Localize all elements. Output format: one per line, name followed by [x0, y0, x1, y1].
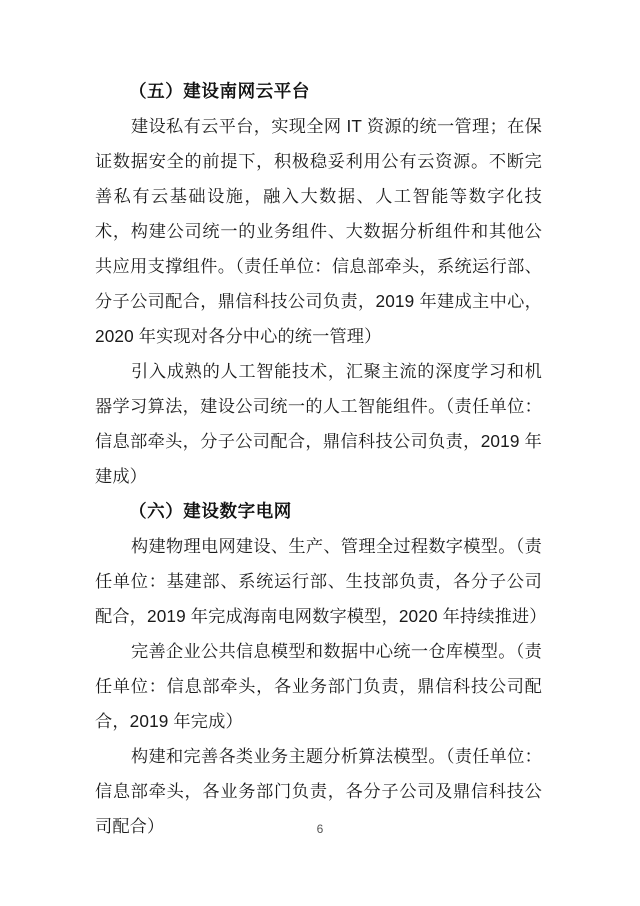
document-body [95, 74, 547, 844]
section-heading-six: （六）建设数字电网 [129, 501, 292, 521]
paragraph-cloud-platform: 建设私有云平台，实现全网 IT 资源的统一管理；在保证数据安全的前提下，积极稳妥利用公有云资源。不断完善私有云基础设施，融入大数据、人工智能等数字化技术，构建公司统一的业务组件、大数据分析组件和其他公共应用支撑组件。（责任单位：信息部牵头，系统运行部、分子公司配合，鼎信科技公司负责，2019 年建成主中心，2020 年实现对各分中心的统一管理） [95, 116, 542, 346]
paragraph-ai-component: 引入成熟的人工智能技术，汇聚主流的深度学习和机器学习算法，建设公司统一的人工智能组件。（责任单位：信息部牵头，分子公司配合，鼎信科技公司负责，2019 年建成） [95, 361, 542, 486]
paragraph-digital-model: 构建物理电网建设、生产、管理全过程数字模型。（责任单位：基建部、系统运行部、生技部负责，各分子公司配合，2019 年完成海南电网数字模型，2020 年持续推进） [95, 536, 547, 626]
section-heading-five: （五）建设南网云平台 [129, 81, 310, 101]
page-number: 6 [316, 822, 324, 836]
paragraph-algorithm-model: 构建和完善各类业务主题分析算法模型。（责任单位：信息部牵头，各业务部门负责，各分子公司及鼎信科技公司配合） [95, 746, 542, 836]
paragraph-information-model: 完善企业公共信息模型和数据中心统一仓库模型。（责任单位：信息部牵头，各业务部门负责，鼎信科技公司配合，2019 年完成） [95, 641, 542, 731]
